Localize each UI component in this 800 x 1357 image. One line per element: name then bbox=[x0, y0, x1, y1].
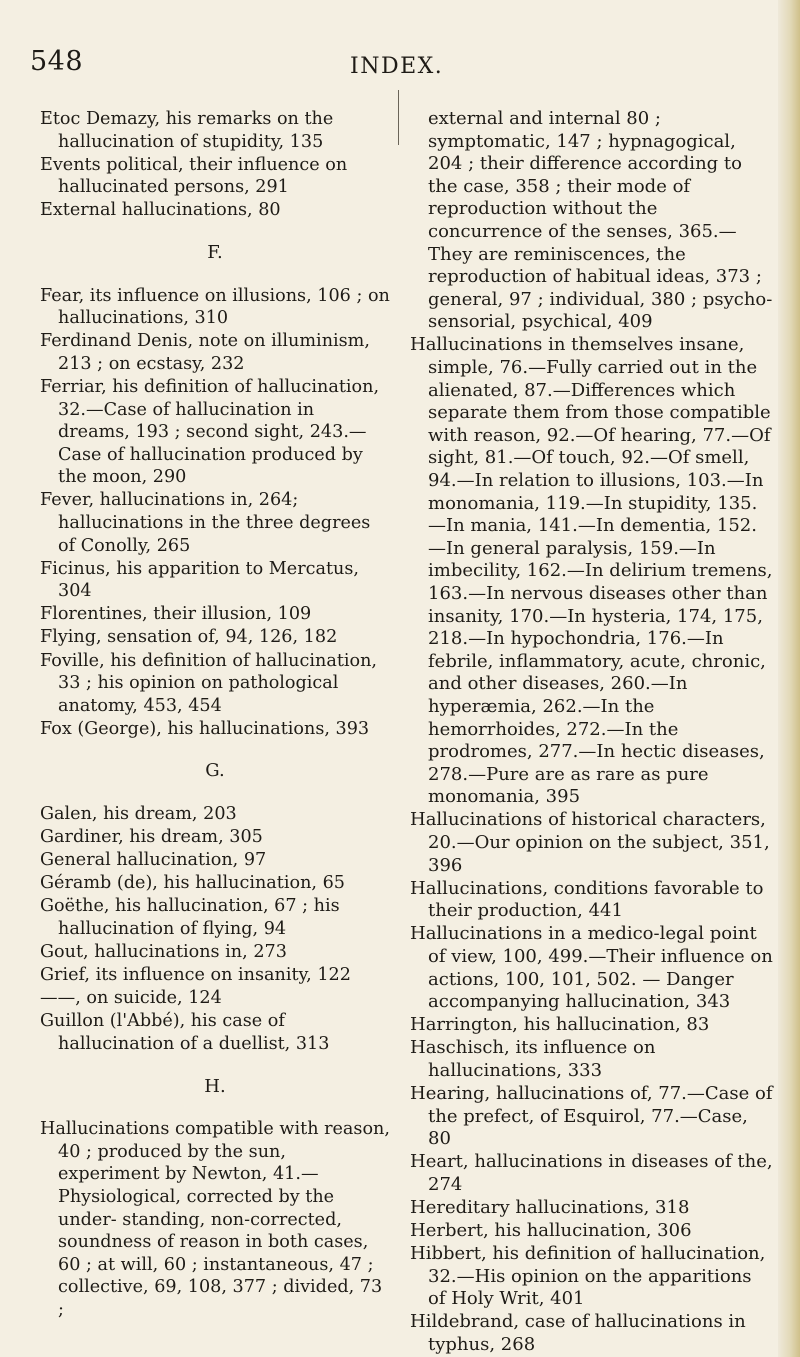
index-entry: Etoc Demazy, his remarks on the hallucination of stupidity, 135 bbox=[40, 109, 334, 152]
index-entry: Guillon (l'Abbé), his case of hallucination of a duellist, 313 bbox=[40, 1011, 330, 1054]
page-edge bbox=[778, 0, 800, 1357]
index-entry: ——, on suicide, 124 bbox=[40, 988, 222, 1009]
index-entry: Ferriar, his definition of hallucination, 32.—Case of hallucination in dreams, 193 ; second sight, 243.—Case of hallucination produced by the moon, 290 bbox=[40, 376, 380, 488]
index-entry: Hallucinations in a medico-legal point of view, 100, 499.—Their influence on actions, 100, 101, 502. — Danger accompanying hallucination, 343 bbox=[410, 923, 773, 1013]
index-entry: Hallucinations in themselves insane, simple, 76.—Fully carried out in the alienated, 87.—Differences which separate them from those compatible with reason, 92.—Of hearing, 77.—Of sight, 81.—Of touch, 92.—Of smell, 94.—In relation to illusions, 103.—In monomania, 119.—In stupidity, 135.—In mania, 141.—In dementia, 152.—In general paralysis, 159.—In imbecility, 162.—In delirium tremens, 163.—In nervous diseases other than insanity, 170.—In hysteria, 174, 175, 218.—In hypochondria, 176.—In febrile, inflammatory, acute, chronic, and other diseases, 260.—In hyperæmia, 262.—In the hemorrhoides, 272.—In the prodromes, 277.—In hectic diseases, 278.—Pure are as rare as pure monomania, 395 bbox=[410, 334, 773, 808]
section-letter-f: F. bbox=[207, 241, 223, 263]
index-entry: Events political, their influence on hallucinated persons, 291 bbox=[40, 154, 348, 198]
index-entry: Hibbert, his definition of hallucination, 32.—His opinion on the apparitions of Holy Writ, 401 bbox=[410, 1243, 766, 1310]
index-entry: Hallucinations, conditions favorable to their production, 441 bbox=[410, 877, 764, 922]
index-entry: Gout, hallucinations in, 273 bbox=[40, 942, 287, 963]
index-entry: Ficinus, his apparition to Mercatus, 304 bbox=[40, 558, 359, 602]
index-entry: Foville, his definition of hallucination, 33 ; his opinion on pathological anatomy, 453, 454 bbox=[40, 650, 378, 716]
index-entry: Florentines, their illusion, 109 bbox=[40, 604, 312, 625]
index-entry: Heart, hallucinations in diseases of the, 274 bbox=[410, 1151, 773, 1195]
index-entry: Galen, his dream, 203 bbox=[40, 804, 237, 825]
index-entry: Grief, its influence on insanity, 122 bbox=[40, 965, 351, 986]
index-entry: Goëthe, his hallucination, 67 ; his hallucination of flying, 94 bbox=[40, 896, 340, 939]
index-entry: Gardiner, his dream, 305 bbox=[40, 827, 263, 848]
column-divider bbox=[398, 90, 399, 145]
index-entry: Fear, its influence on illusions, 106 ; on hallucinations, 310 bbox=[40, 285, 390, 329]
right-column bbox=[410, 108, 774, 1357]
index-entry: Hereditary hallucinations, 318 bbox=[410, 1197, 690, 1218]
section-letter-g: G. bbox=[205, 760, 225, 782]
index-entry: Haschisch, its influence on hallucinations, 333 bbox=[410, 1037, 656, 1081]
index-entry: external and internal 80 ; symptomatic, 147 ; hypnagogical, 204 ; their difference according to the case, 358 ; their mode of reproduction without the concurrence of the senses, 365.—They are reminiscences, the reproduction of habitual ideas, 373 ; general, 97 ; individual, 380 ; psycho-sensorial, psychical, 409 bbox=[428, 108, 773, 333]
index-entry: Fox (George), his hallucinations, 393 bbox=[40, 718, 370, 739]
index-entry: Hallucinations compatible with reason, 40 ; produced by the sun, experiment by Newton, 41.—Physiological, corrected by the under- standing, non-corrected, soundness of reason in both cases, 60 ; at will, 60 ; instantaneous, 47 ; collective, 69, 108, 377 ; divided, 73 ; bbox=[40, 1119, 390, 1320]
index-entry: Hearing, hallucinations of, 77.—Case of the prefect, of Esquirol, 77.—Case, 80 bbox=[410, 1083, 773, 1150]
page-number: 548 bbox=[30, 46, 84, 77]
index-entry: Herbert, his hallucination, 306 bbox=[410, 1220, 692, 1242]
index-entry: Fever, hallucinations in, 264; hallucinations in the three degrees of Conolly, 265 bbox=[40, 490, 371, 556]
index-entry: External hallucinations, 80 bbox=[40, 200, 281, 221]
index-entry: Hallucinations of historical characters, 20.—Our opinion on the subject, 351, 396 bbox=[410, 809, 770, 876]
left-column bbox=[40, 108, 390, 1322]
index-entry: Flying, sensation of, 94, 126, 182 bbox=[40, 627, 338, 648]
index-entry: Géramb (de), his hallucination, 65 bbox=[40, 873, 345, 894]
index-entry: Harrington, his hallucination, 83 bbox=[410, 1014, 710, 1036]
index-entry: Ferdinand Denis, note on illuminism, 213 ; on ecstasy, 232 bbox=[40, 331, 370, 374]
index-entry: Hildebrand, case of hallucinations in typhus, 268 bbox=[410, 1311, 746, 1356]
section-letter-h: H. bbox=[204, 1075, 226, 1097]
running-head-title: INDEX. bbox=[350, 54, 444, 79]
index-entry: General hallucination, 97 bbox=[40, 850, 267, 871]
